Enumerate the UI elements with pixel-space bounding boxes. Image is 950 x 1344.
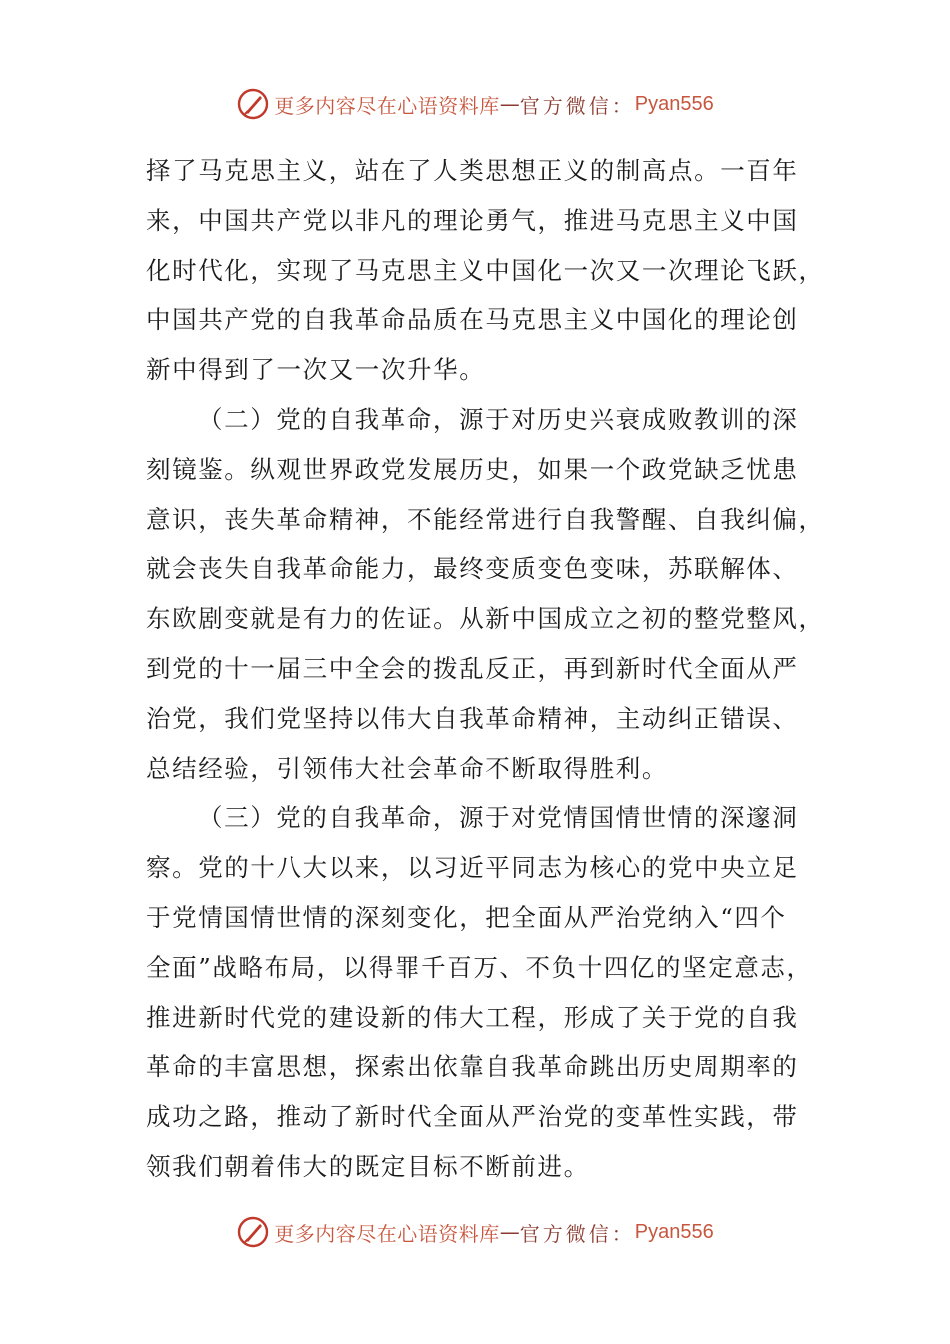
watermark-text: 更多内容尽在心语资料库 [274,93,500,118]
watermark-dash: — [499,1220,520,1244]
text-line: 新中得到了一次又一次升华。 [146,355,486,385]
paragraph [146,793,813,1191]
text-line: 察。党的十八大以来，以习近平同志为核心的党中央立足 [146,853,799,883]
quill-logo-icon [236,87,270,121]
text-line: 于党情国情世情的深刻变化，把全面从严治党纳入“四个 [146,902,787,932]
paragraph [146,146,825,395]
watermark-label: 官方微信： [519,93,635,118]
text-line: 化时代化，实现了马克思主义中国化一次又一次理论飞跃， [146,255,825,285]
paragraph [146,395,825,793]
text-line: 治党，我们党坚持以伟大自我革命精神，主动纠正错误、 [146,703,799,733]
text-line: （三）党的自我革命，源于对党情国情世情的深邃洞 [198,803,799,833]
footer-watermark [0,1212,950,1252]
text-line: 意识，丧失革命精神，不能经常进行自我警醒、自我纠偏， [146,504,825,534]
text-line: 总结经验，引领伟大社会革命不断取得胜利。 [146,753,668,783]
watermark-id: Pyan556 [634,1220,714,1243]
text-line: 成功之路，推动了新时代全面从严治党的变革性实践，带 [146,1102,799,1132]
text-line: 领我们朝着伟大的既定目标不断前进。 [146,1151,590,1181]
watermark-label: 官方微信： [519,1221,635,1246]
text-line: 到党的十一届三中全会的拨乱反正，再到新时代全面从严 [146,653,799,683]
watermark-dash: — [499,92,520,116]
quill-logo-icon [236,1215,270,1249]
watermark-text: 更多内容尽在心语资料库 [274,1221,500,1246]
text-line: 中国共产党的自我革命品质在马克思主义中国化的理论创 [146,305,799,335]
text-line: 来，中国共产党以非凡的理论勇气，推进马克思主义中国 [146,205,799,235]
text-line: 东欧剧变就是有力的佐证。从新中国成立之初的整党整风， [146,604,825,634]
header-watermark [0,84,950,124]
text-line: （二）党的自我革命，源于对历史兴衰成败教训的深 [198,404,799,434]
text-line: 推进新时代党的建设新的伟大工程，形成了关于党的自我 [146,1002,799,1032]
text-line: 择了马克思主义，站在了人类思想正义的制高点。一百年 [146,156,799,185]
text-line: 就会丧失自我革命能力，最终变质变色变味，苏联解体、 [146,554,799,584]
watermark-id: Pyan556 [634,92,714,115]
text-line: 全面”战略布局，以得罪千百万、不负十四亿的坚定意志， [146,952,813,982]
text-line: 刻镜鉴。纵观世界政党发展历史，如果一个政党缺乏忧患 [146,454,799,484]
document-body [146,146,825,1192]
text-line: 革命的丰富思想，探索出依靠自我革命跳出历史周期率的 [146,1052,799,1082]
